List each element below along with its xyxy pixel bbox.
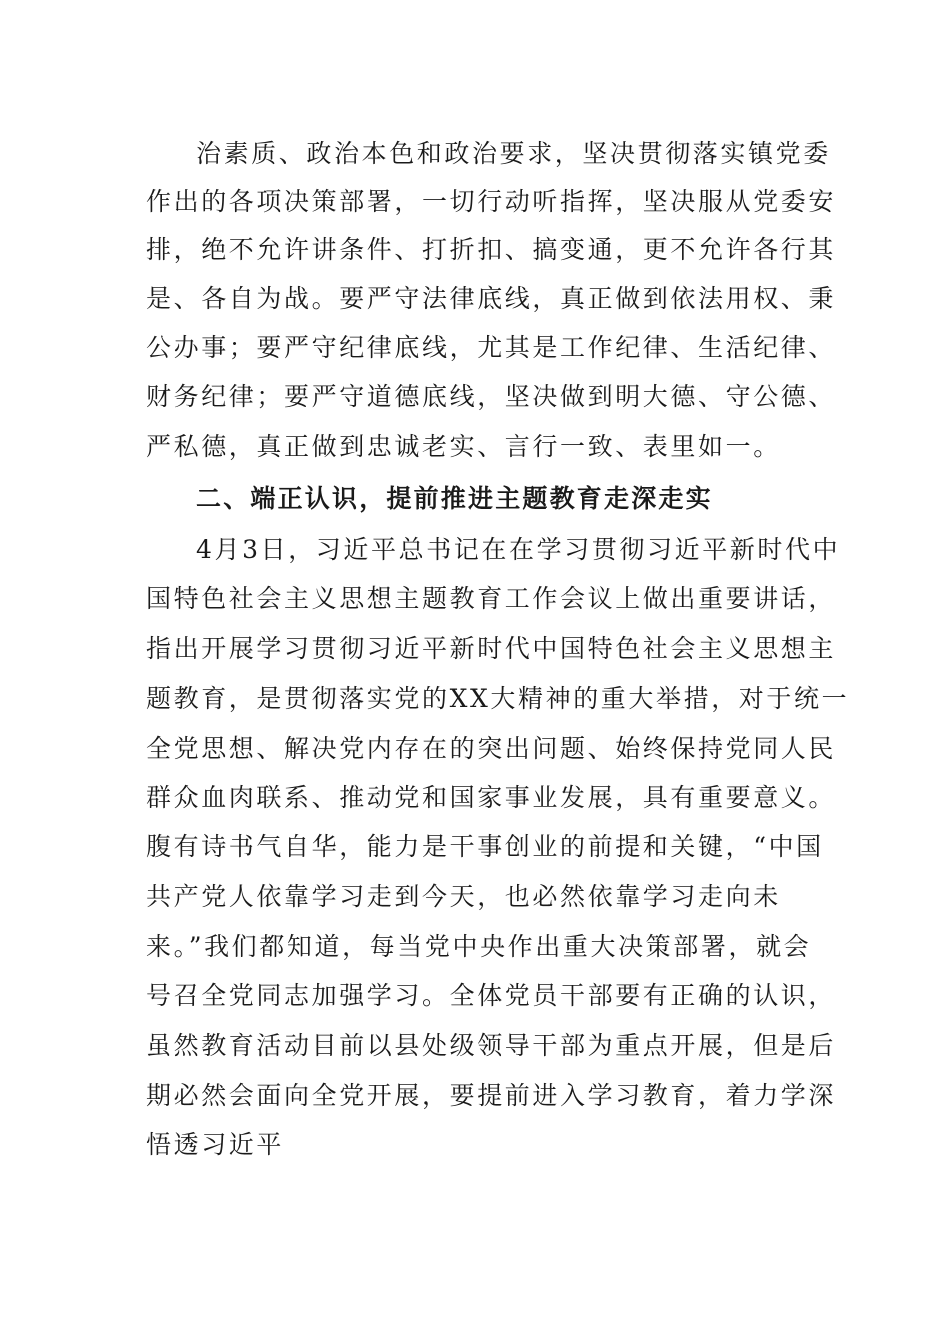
paragraph2-line-1: 4月3日，习近平总书记在在学习贯彻习近平新时代中 [196, 535, 841, 564]
paragraph2-line-13: 悟透习近平 [146, 1130, 285, 1159]
paragraph2-line-11: 虽然教育活动目前以县处级领导干部为重点开展，但是后 [146, 1031, 837, 1060]
paragraph2-line-8: 共产党人依靠学习走到今天，也必然依靠学习走向未 [146, 882, 781, 911]
paragraph1-line-4: 是、各自为战。要严守法律底线，真正做到依法用权、秉 [146, 284, 837, 313]
paragraph2-line-12: 期必然会面向全党开展，要提前进入学习教育，着力学深 [146, 1081, 837, 1110]
paragraph2-line-4: 题教育，是贯彻落实党的XX大精神的重大举措，对于统一 [146, 684, 850, 713]
paragraph2-line-3: 指出开展学习贯彻习近平新时代中国特色社会主义思想主 [146, 634, 837, 663]
paragraph2-line-9: 来。”我们都知道，每当党中央作出重大决策部署，就会 [146, 932, 812, 961]
paragraph2-line-5: 全党思想、解决党内存在的突出问题、始终保持党同人民 [146, 734, 837, 763]
paragraph1-line-6: 财务纪律；要严守道德底线，坚决做到明大德、守公德、 [146, 382, 837, 411]
paragraph1-line-1: 治素质、政治本色和政治要求，坚决贯彻落实镇党委 [196, 139, 831, 168]
paragraph2-line-2: 国特色社会主义思想主题教育工作会议上做出重要讲话， [146, 584, 837, 613]
paragraph1-line-2: 作出的各项决策部署，一切行动听指挥，坚决服从党委安 [146, 187, 837, 216]
section-heading: 二、端正认识，提前推进主题教育走深走实 [196, 484, 713, 513]
paragraph2-line-10: 号召全党同志加强学习。全体党员干部要有正确的认识， [146, 981, 837, 1010]
paragraph2-line-7: 腹有诗书气自华，能力是干事创业的前提和关键，“中国 [146, 832, 824, 861]
paragraph1-line-3: 排，绝不允许讲条件、打折扣、搞变通，更不允许各行其 [146, 235, 837, 264]
paragraph1-line-7: 严私德，真正做到忠诚老实、言行一致、表里如一。 [146, 432, 781, 461]
paragraph1-line-5: 公办事；要严守纪律底线，尤其是工作纪律、生活纪律、 [146, 333, 837, 362]
paragraph2-line-6: 群众血肉联系、推动党和国家事业发展，具有重要意义。 [146, 783, 837, 812]
